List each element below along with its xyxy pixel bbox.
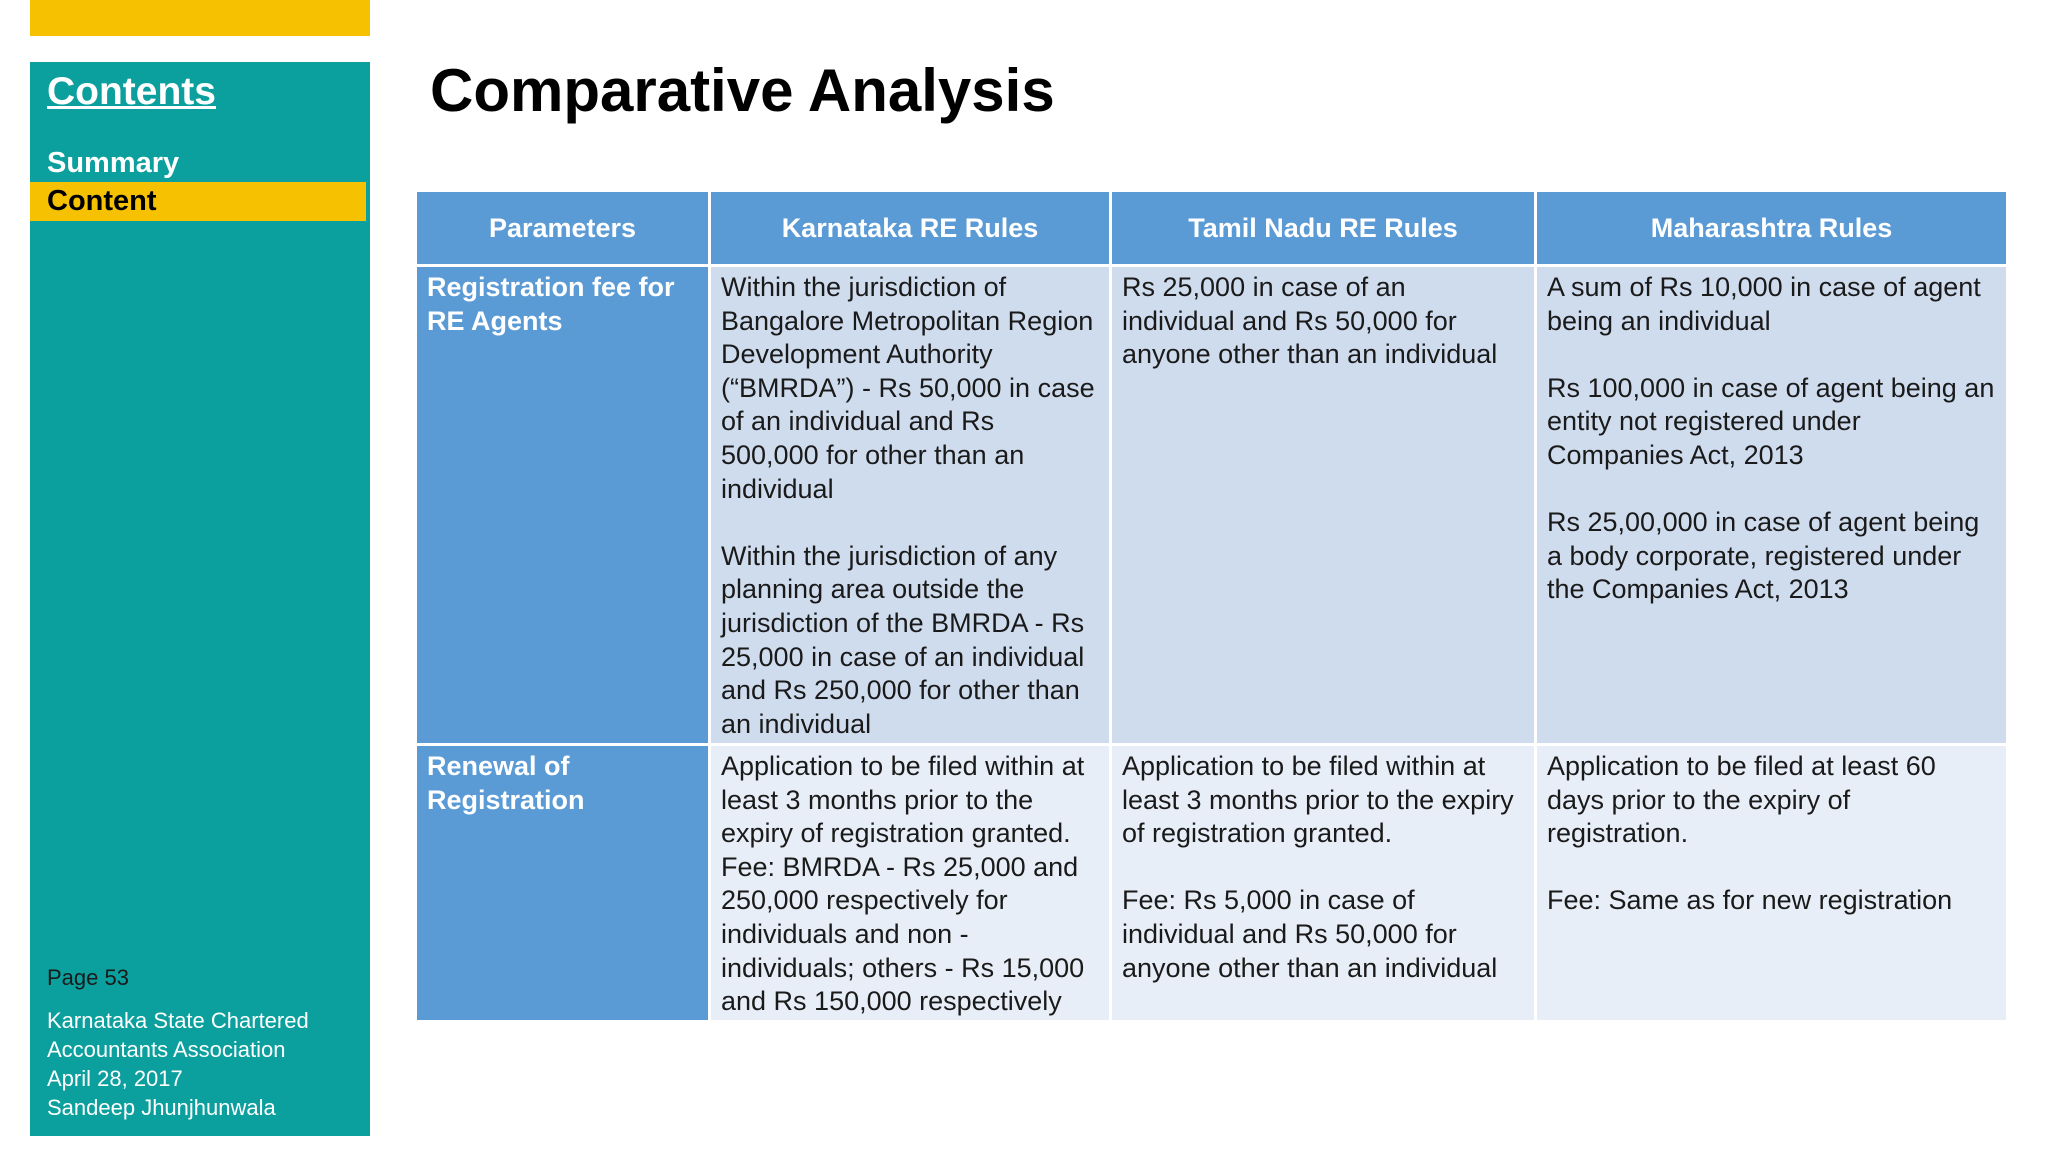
parameter-cell: Renewal of Registration — [416, 745, 710, 1022]
sidebar-heading-contents[interactable]: Contents — [47, 70, 216, 113]
cell-paragraph: Within the jurisdiction of Bangalore Metropolitan Region Development Authority (“BMRDA”) - Rs 50,000 in case of an individual and Rs 500,000 for other than an individual — [721, 272, 1095, 504]
cell-paragraph: Fee: Same as for new registration — [1547, 885, 1953, 916]
comparison-table — [414, 189, 2009, 1023]
cell-paragraph: Application to be filed within at least 3 months prior to the expiry of registration granted. Fee: BMRDA - Rs 25,000 and 250,000 respectively for individuals and non - individuals; others - Rs 15,000 and Rs 150,000 respectively — [721, 751, 1085, 1017]
sidebar-item-summary[interactable]: Summary — [47, 147, 180, 179]
table-header-row — [416, 191, 2008, 266]
footer-date: April 28, 2017 — [47, 1066, 183, 1091]
parameter-cell: Registration fee for RE Agents — [416, 266, 710, 745]
footer-organization-line-2: Accountants Association — [47, 1037, 286, 1062]
cell-paragraph: Within the jurisdiction of any planning area outside the jurisdiction of the BMRDA - Rs 25,000 in case of an individual and Rs 250,000 for other than an individual — [721, 540, 1085, 739]
sidebar — [30, 62, 370, 1136]
cell-paragraph: Fee: Rs 5,000 in case of individual and Rs 50,000 for anyone other than an individual — [1122, 885, 1498, 983]
maharashtra-cell — [1536, 745, 2008, 1022]
karnataka-cell — [710, 266, 1111, 745]
column-header-tamil-nadu: Tamil Nadu RE Rules — [1111, 191, 1536, 266]
page-number: Page 53 — [47, 965, 129, 990]
cell-paragraph: A sum of Rs 10,000 in case of agent being an individual — [1547, 272, 1981, 336]
cell-paragraph: Rs 25,000 in case of an individual and Rs 50,000 for anyone other than an individual — [1122, 272, 1498, 370]
table-row — [416, 266, 2008, 745]
footer-author: Sandeep Jhunjhunwala — [47, 1095, 276, 1120]
page-title: Comparative Analysis — [430, 57, 1055, 124]
sidebar-item-content[interactable]: Content — [30, 182, 366, 221]
tamil-nadu-cell — [1111, 745, 1536, 1022]
column-header-parameters: Parameters — [416, 191, 710, 266]
cell-paragraph: Rs 25,00,000 in case of agent being a body corporate, registered under the Companies Act, 2013 — [1547, 507, 1980, 605]
footer-organization-line-1: Karnataka State Chartered — [47, 1008, 309, 1033]
cell-paragraph: Application to be filed at least 60 days prior to the expiry of registration. — [1547, 751, 1936, 849]
footer-info — [47, 1006, 309, 1122]
column-header-karnataka: Karnataka RE Rules — [710, 191, 1111, 266]
karnataka-cell — [710, 745, 1111, 1022]
table-row — [416, 745, 2008, 1022]
cell-paragraph: Rs 100,000 in case of agent being an entity not registered under Companies Act, 2013 — [1547, 372, 1995, 470]
top-accent-bar — [30, 0, 370, 36]
tamil-nadu-cell — [1111, 266, 1536, 745]
cell-paragraph: Application to be filed within at least 3 months prior to the expiry of registration granted. — [1122, 751, 1514, 849]
column-header-maharashtra: Maharashtra Rules — [1536, 191, 2008, 266]
maharashtra-cell — [1536, 266, 2008, 745]
